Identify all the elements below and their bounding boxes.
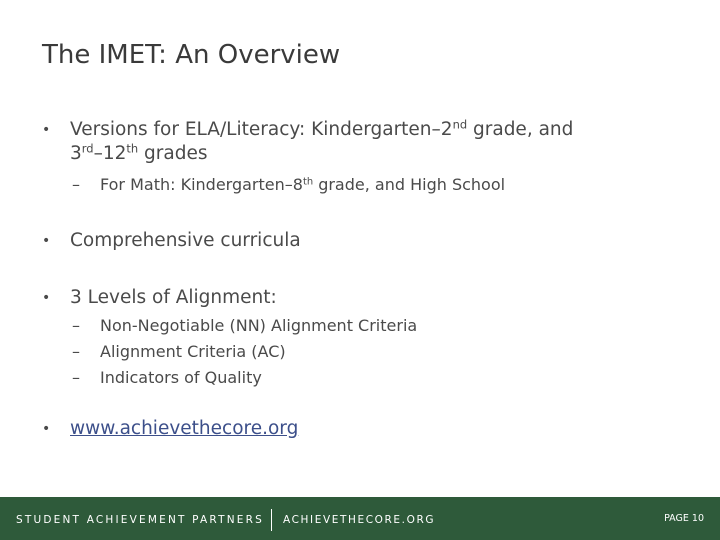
- sub-bullet-ac: [40, 339, 690, 365]
- ordinal-suffix: th: [302, 176, 314, 188]
- sub-bullet-iq: [40, 365, 690, 391]
- sub-bullet-text: Alignment Criteria (AC): [100, 342, 286, 361]
- page-number: PAGE 10: [664, 513, 704, 524]
- dash-marker: –: [72, 316, 80, 335]
- bullet-text: Versions for ELA/Literacy: Kindergarten–2: [70, 119, 453, 140]
- bullet-curricula: [40, 229, 690, 253]
- sub-bullet-text: grade, and High School: [313, 175, 506, 194]
- footer-bar: [0, 497, 720, 540]
- ordinal-suffix: rd: [81, 141, 94, 156]
- dash-marker: –: [72, 342, 80, 361]
- website-link[interactable]: www.achievethecore.org: [70, 418, 299, 439]
- bullet-text: 3 Levels of Alignment:: [70, 287, 277, 308]
- bullet-text: –12: [93, 143, 127, 164]
- bullet-alignment: [40, 286, 690, 310]
- slide-title: The IMET: An Overview: [42, 40, 341, 70]
- footer-site-url: ACHIEVETHECORE.ORG: [283, 514, 436, 526]
- bullet-marker: •: [42, 421, 51, 437]
- dash-marker: –: [72, 368, 80, 387]
- bullet-text: Comprehensive curricula: [70, 230, 301, 251]
- sub-bullet-nn: [40, 313, 690, 339]
- bullet-text: grade, and: [467, 119, 574, 140]
- bullet-marker: •: [42, 290, 51, 306]
- ordinal-suffix: nd: [452, 117, 468, 132]
- footer-divider: [271, 509, 272, 531]
- ordinal-suffix: th: [126, 141, 139, 156]
- dash-marker: –: [72, 175, 80, 194]
- sub-bullet-math: [40, 172, 690, 198]
- footer-org-name: STUDENT ACHIEVEMENT PARTNERS: [16, 514, 265, 526]
- bullet-marker: •: [42, 233, 51, 249]
- sub-bullet-text: Non-Negotiable (NN) Alignment Criteria: [100, 316, 418, 335]
- bullet-text: 3: [70, 143, 82, 164]
- bullet-website: [40, 417, 690, 441]
- bullet-versions: [40, 118, 690, 166]
- slide-content: [40, 118, 690, 441]
- sub-bullet-text: For Math: Kindergarten–8: [100, 175, 303, 194]
- bullet-text: grades: [138, 143, 208, 164]
- bullet-marker: •: [42, 122, 51, 138]
- sub-bullet-text: Indicators of Quality: [100, 368, 262, 387]
